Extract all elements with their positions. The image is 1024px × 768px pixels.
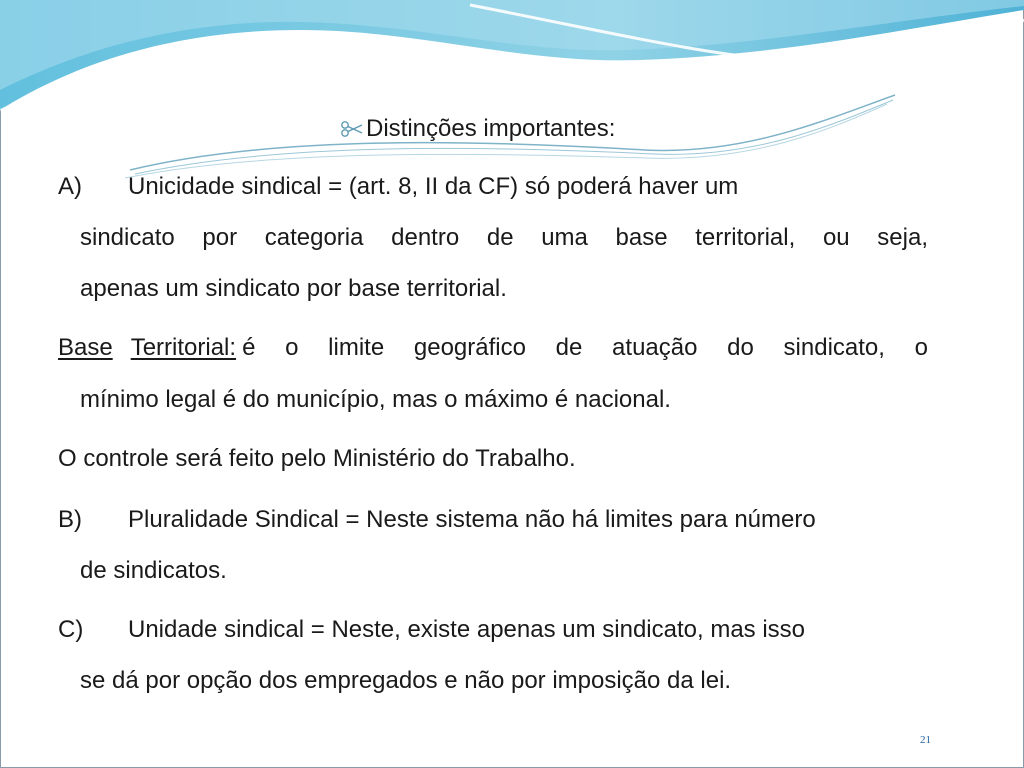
item-b-line1: Pluralidade Sindical = Neste sistema não há limites para número [128, 506, 816, 533]
slide-title [340, 112, 615, 146]
item-a-marker: A) [58, 173, 82, 200]
base-line2: mínimo legal é do município, mas o máximo é nacional. [80, 386, 671, 413]
control-line: O controle será feito pelo Ministério do Trabalho. [58, 445, 576, 472]
base-term-word2: Territorial: [130, 334, 237, 361]
base-territorial-line [58, 333, 928, 363]
scissors-bullet-icon [340, 119, 364, 139]
item-c-line1: Unidade sindical = Neste, existe apenas um sindicato, mas isso [128, 616, 806, 643]
item-b-line2: de sindicatos. [80, 557, 227, 584]
item-a-line1: Unicidade sindical = (art. 8, II da CF) só poderá haver um [128, 173, 739, 200]
item-a-line2: sindicato por categoria dentro de uma base territorial, ou seja, [80, 224, 928, 251]
item-a-line3: apenas um sindicato por base territorial. [80, 275, 507, 302]
base-definition: é o limite geográfico de atuação do sindicato, o [242, 334, 928, 361]
item-b-marker: B) [58, 506, 82, 533]
base-term-word1: Base [58, 334, 113, 361]
item-c-line2: se dá por opção dos empregados e não por imposição da lei. [80, 667, 732, 694]
item-c-marker: C) [58, 616, 84, 643]
title-text: Distinções importantes: [366, 115, 616, 142]
page-number: 21 [920, 734, 931, 746]
